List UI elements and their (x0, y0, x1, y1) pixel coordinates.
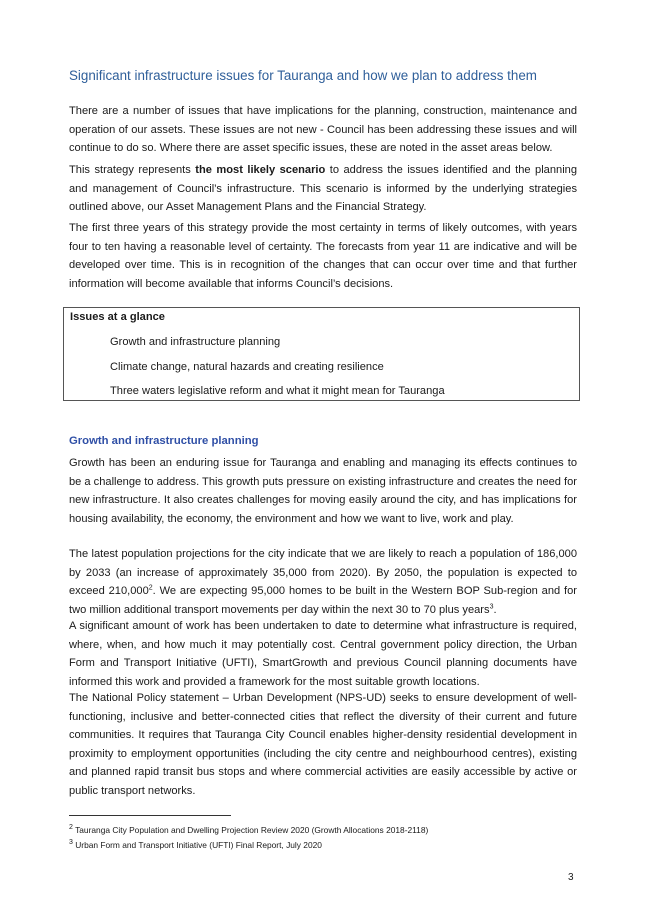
growth-p2-a: The latest population projections for the city indicate that we are likely to reach a population of 186,000 by 2033 (an increase of approximately 35,000 from 2020). By 2050, the population is expected to exceed 210,000 (69, 548, 577, 598)
footnote-2-text: Tauranga City Population and Dwelling Projection Review 2020 (Growth Allocations 2018-2118) (75, 825, 429, 835)
footnote-2 (69, 825, 428, 835)
intro-p2-pre: This strategy represents (69, 164, 196, 176)
issues-item-growth: Growth and infrastructure planning (110, 336, 281, 348)
footnote-2-num: 2 (69, 824, 73, 832)
footnote-3 (69, 840, 322, 850)
growth-heading: Growth and infrastructure planning (69, 435, 259, 447)
section-heading: Significant infrastructure issues for Tauranga and how we plan to address them (69, 68, 537, 83)
issues-item-climate: Climate change, natural hazards and creating resilience (110, 361, 384, 373)
growth-paragraph-2 (69, 545, 577, 619)
intro-paragraph-1: There are a number of issues that have implications for the planning, construction, maintenance and operation of our assets. These issues are not new - Council has been addressing these issues and will continue to do so. Where there are asset specific issues, these are noted in the asset areas below. (69, 105, 577, 155)
intro-paragraph-3: The first three years of this strategy provide the most certainty in terms of likely outcomes, with years four to ten having a reasonable level of certainty. The forecasts from year 11 are indicative and will be developed over time. This is in recognition of the changes that can occur over time and that further information will become available that informs Council’s decisions. (69, 222, 577, 290)
growth-p2-c: . (493, 603, 497, 616)
footnote-3-text: Urban Form and Transport Initiative (UFTI) Final Report, July 2020 (75, 840, 322, 850)
footnote-ref-2: 2 (148, 584, 153, 592)
intro-p2-post: to address the issues identified and the planning and management of Council’s infrastructure. This scenario is informed by the underlying strategies outlined above, our Asset Management Plans and the Financial Strategy. (69, 164, 577, 214)
growth-p2-b: . We are expecting 95,000 homes to be built in the Western BOP Sub-region and for two million additional transport movements per day within the next 30 to 70 plus years (69, 585, 577, 616)
growth-paragraph-4: The National Policy statement – Urban Development (NPS-UD) seeks to ensure development of well-functioning, inclusive and better-connected cities that reflect the diversity of their current and future communities. It requires that Tauranga City Council enables higher-density residential development in proximity to employment opportunities (including the city centre and neighbourhood centres), existing and planned rapid transit bus stops and where commercial activities are easily accessible by active or public transport networks. (69, 692, 577, 797)
issues-box-title: Issues at a glance (70, 311, 165, 323)
footnote-divider (69, 815, 231, 816)
footnote-3-num: 3 (69, 839, 73, 847)
page-number: 3 (568, 872, 574, 883)
growth-paragraph-1: Growth has been an enduring issue for Tauranga and enabling and managing its effects continues to be a challenge to address. This growth puts pressure on existing infrastructure and creates the need for new infrastructure. It also creates challenges for moving easily around the city, and has implications for housing availability, the economy, the environment and how we want to live, work and play. (69, 457, 577, 525)
intro-paragraph-2 (69, 161, 577, 217)
intro-p2-bold: the most likely scenario (195, 164, 326, 176)
issues-at-a-glance-box (63, 307, 580, 401)
growth-paragraph-3: A significant amount of work has been undertaken to date to determine what infrastructure is required, where, when, and how much it may potentially cost. Central government policy direction, the Urban Form and Transport Initiative (UFTI), SmartGrowth and previous Council planning documents have informed this work and provided a framework for the most suitable growth locations. (69, 620, 577, 688)
issues-item-three-waters: Three waters legislative reform and what it might mean for Tauranga (110, 385, 445, 397)
footnote-ref-3: 3 (489, 603, 494, 611)
